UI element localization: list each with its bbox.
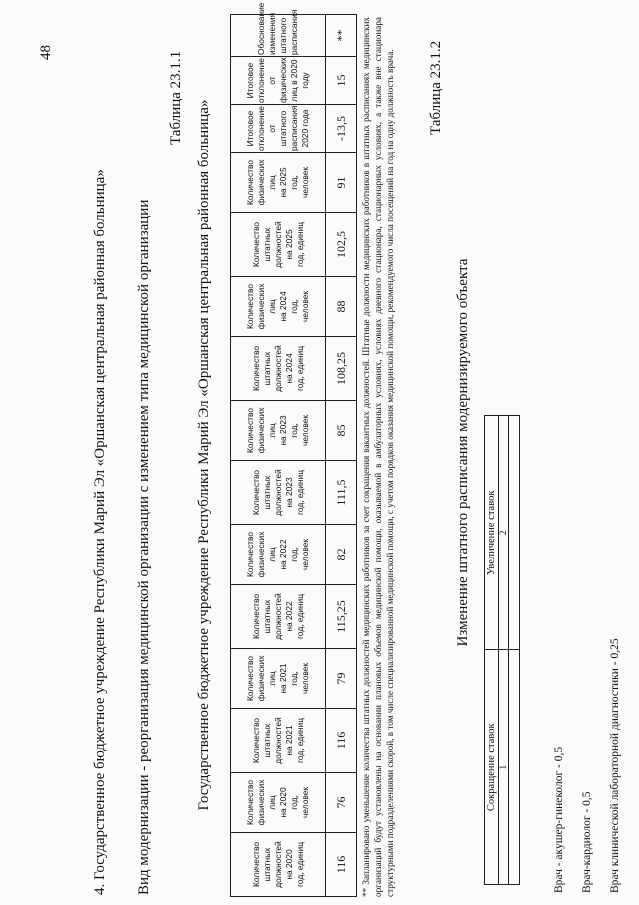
table-cell: 111,5 xyxy=(326,461,357,525)
table-cell: 76 xyxy=(326,773,357,833)
table1-title: Государственное бюджетное учреждение Республики Марий Эл «Оршанская центральная районная больница» xyxy=(196,99,212,811)
table-cell: 115,25 xyxy=(326,585,357,649)
table-cell: 91 xyxy=(326,153,357,213)
header-cell: Количество штатных должностей на 2020 год, единиц xyxy=(231,833,326,897)
table-cell: 15 xyxy=(326,57,357,105)
header-cell: Количество физических лиц на 2025 год, человек xyxy=(231,153,326,213)
table1-label: Таблица 23.1.1 xyxy=(168,50,184,145)
table-cell: 88 xyxy=(326,277,357,337)
table1-footnote: ** Запланировано уменьшение количества штатных должностей медицинских работников за счет сокращения вакантных должностей. Штатные должности медицинских работников в штатных расписаниях медицинских организаций будут установлены на основании плановых объемов медицинской помощи, оказываемой в амбулаторных условиях, условиях дневного стационара, стационарных условиях, а также вне стационара структурными подразделениями скорой, в том числе специализированной медицинской помощи, с учетом порядков оказания медицинской помощи, рекомендуемого числа посещений на год на одну должность врача. xyxy=(361,17,395,897)
table-header-row xyxy=(231,15,326,897)
header-cell-reduction: Сокращение ставок xyxy=(485,650,499,885)
table2-label: Таблица 23.1.2 xyxy=(428,40,444,135)
reduction-item: Врач - акушер-гинеколог - 0,5 xyxy=(553,746,565,893)
header-cell: Итоговое отклонение от штатного расписания 2020 года xyxy=(231,105,326,153)
table-cell: 79 xyxy=(326,649,357,709)
reduction-item: Врач-кардиолог - 0,5 xyxy=(581,791,593,893)
header-cell: Количество физических лиц на 2022 год, человек xyxy=(231,525,326,585)
header-cell: Количество штатных должностей на 2021 год, единиц xyxy=(231,709,326,773)
header-cell-increase: Увеличение ставок xyxy=(485,416,499,651)
staff-change-table xyxy=(484,415,520,885)
staffing-table xyxy=(230,2,357,897)
page-number: 48 xyxy=(38,45,54,60)
modernization-type: Вид модернизации - реорганизация медицинской организации с изменением типа медицинской организации xyxy=(136,199,152,895)
table-cell xyxy=(509,650,520,885)
table-cell: 85 xyxy=(326,401,357,461)
table-cell: 102,5 xyxy=(326,213,357,277)
header-cell: Количество штатных должностей на 2023 год, единиц xyxy=(231,461,326,525)
header-cell: Количество штатных должностей на 2025 год, единиц xyxy=(231,213,326,277)
table-cell: 82 xyxy=(326,525,357,585)
column-number-row xyxy=(499,416,509,885)
table2-title: Изменение штатного расписания модернизируемого объекта xyxy=(455,258,471,647)
header-cell: Количество штатных должностей на 2024 год, единиц xyxy=(231,337,326,401)
table-cell: ** xyxy=(326,15,357,57)
header-cell: Количество физических лиц на 2024 год, человек xyxy=(231,277,326,337)
header-cell: Количество штатных должностей на 2022 год, единиц xyxy=(231,585,326,649)
header-cell: Количество физических лиц на 2021 год, человек xyxy=(231,649,326,709)
table-header-row xyxy=(485,416,499,885)
table-cell xyxy=(509,416,520,651)
header-cell: Количество физических лиц на 2023 год, человек xyxy=(231,401,326,461)
section-title: 4. Государственное бюджетное учреждение Республики Марий Эл «Оршанская центральная районная больница» xyxy=(92,169,108,895)
column-number: 1 xyxy=(499,650,509,885)
table-cell: 116 xyxy=(326,709,357,773)
table-row xyxy=(326,15,357,897)
reduction-item: Врач клинической лабораторной диагностики - 0,25 xyxy=(609,638,621,893)
table-row xyxy=(509,416,520,885)
table-cell: 116 xyxy=(326,833,357,897)
table-cell: -13,5 xyxy=(326,105,357,153)
header-cell: Количество физических лиц на 2020 год, человек xyxy=(231,773,326,833)
header-cell: Итоговое отклонение от физических лиц в 2020 году xyxy=(231,57,326,105)
table-cell: 108,25 xyxy=(326,337,357,401)
column-number: 2 xyxy=(499,416,509,651)
header-cell: Обоснование изменения штатного расписания xyxy=(231,15,326,57)
